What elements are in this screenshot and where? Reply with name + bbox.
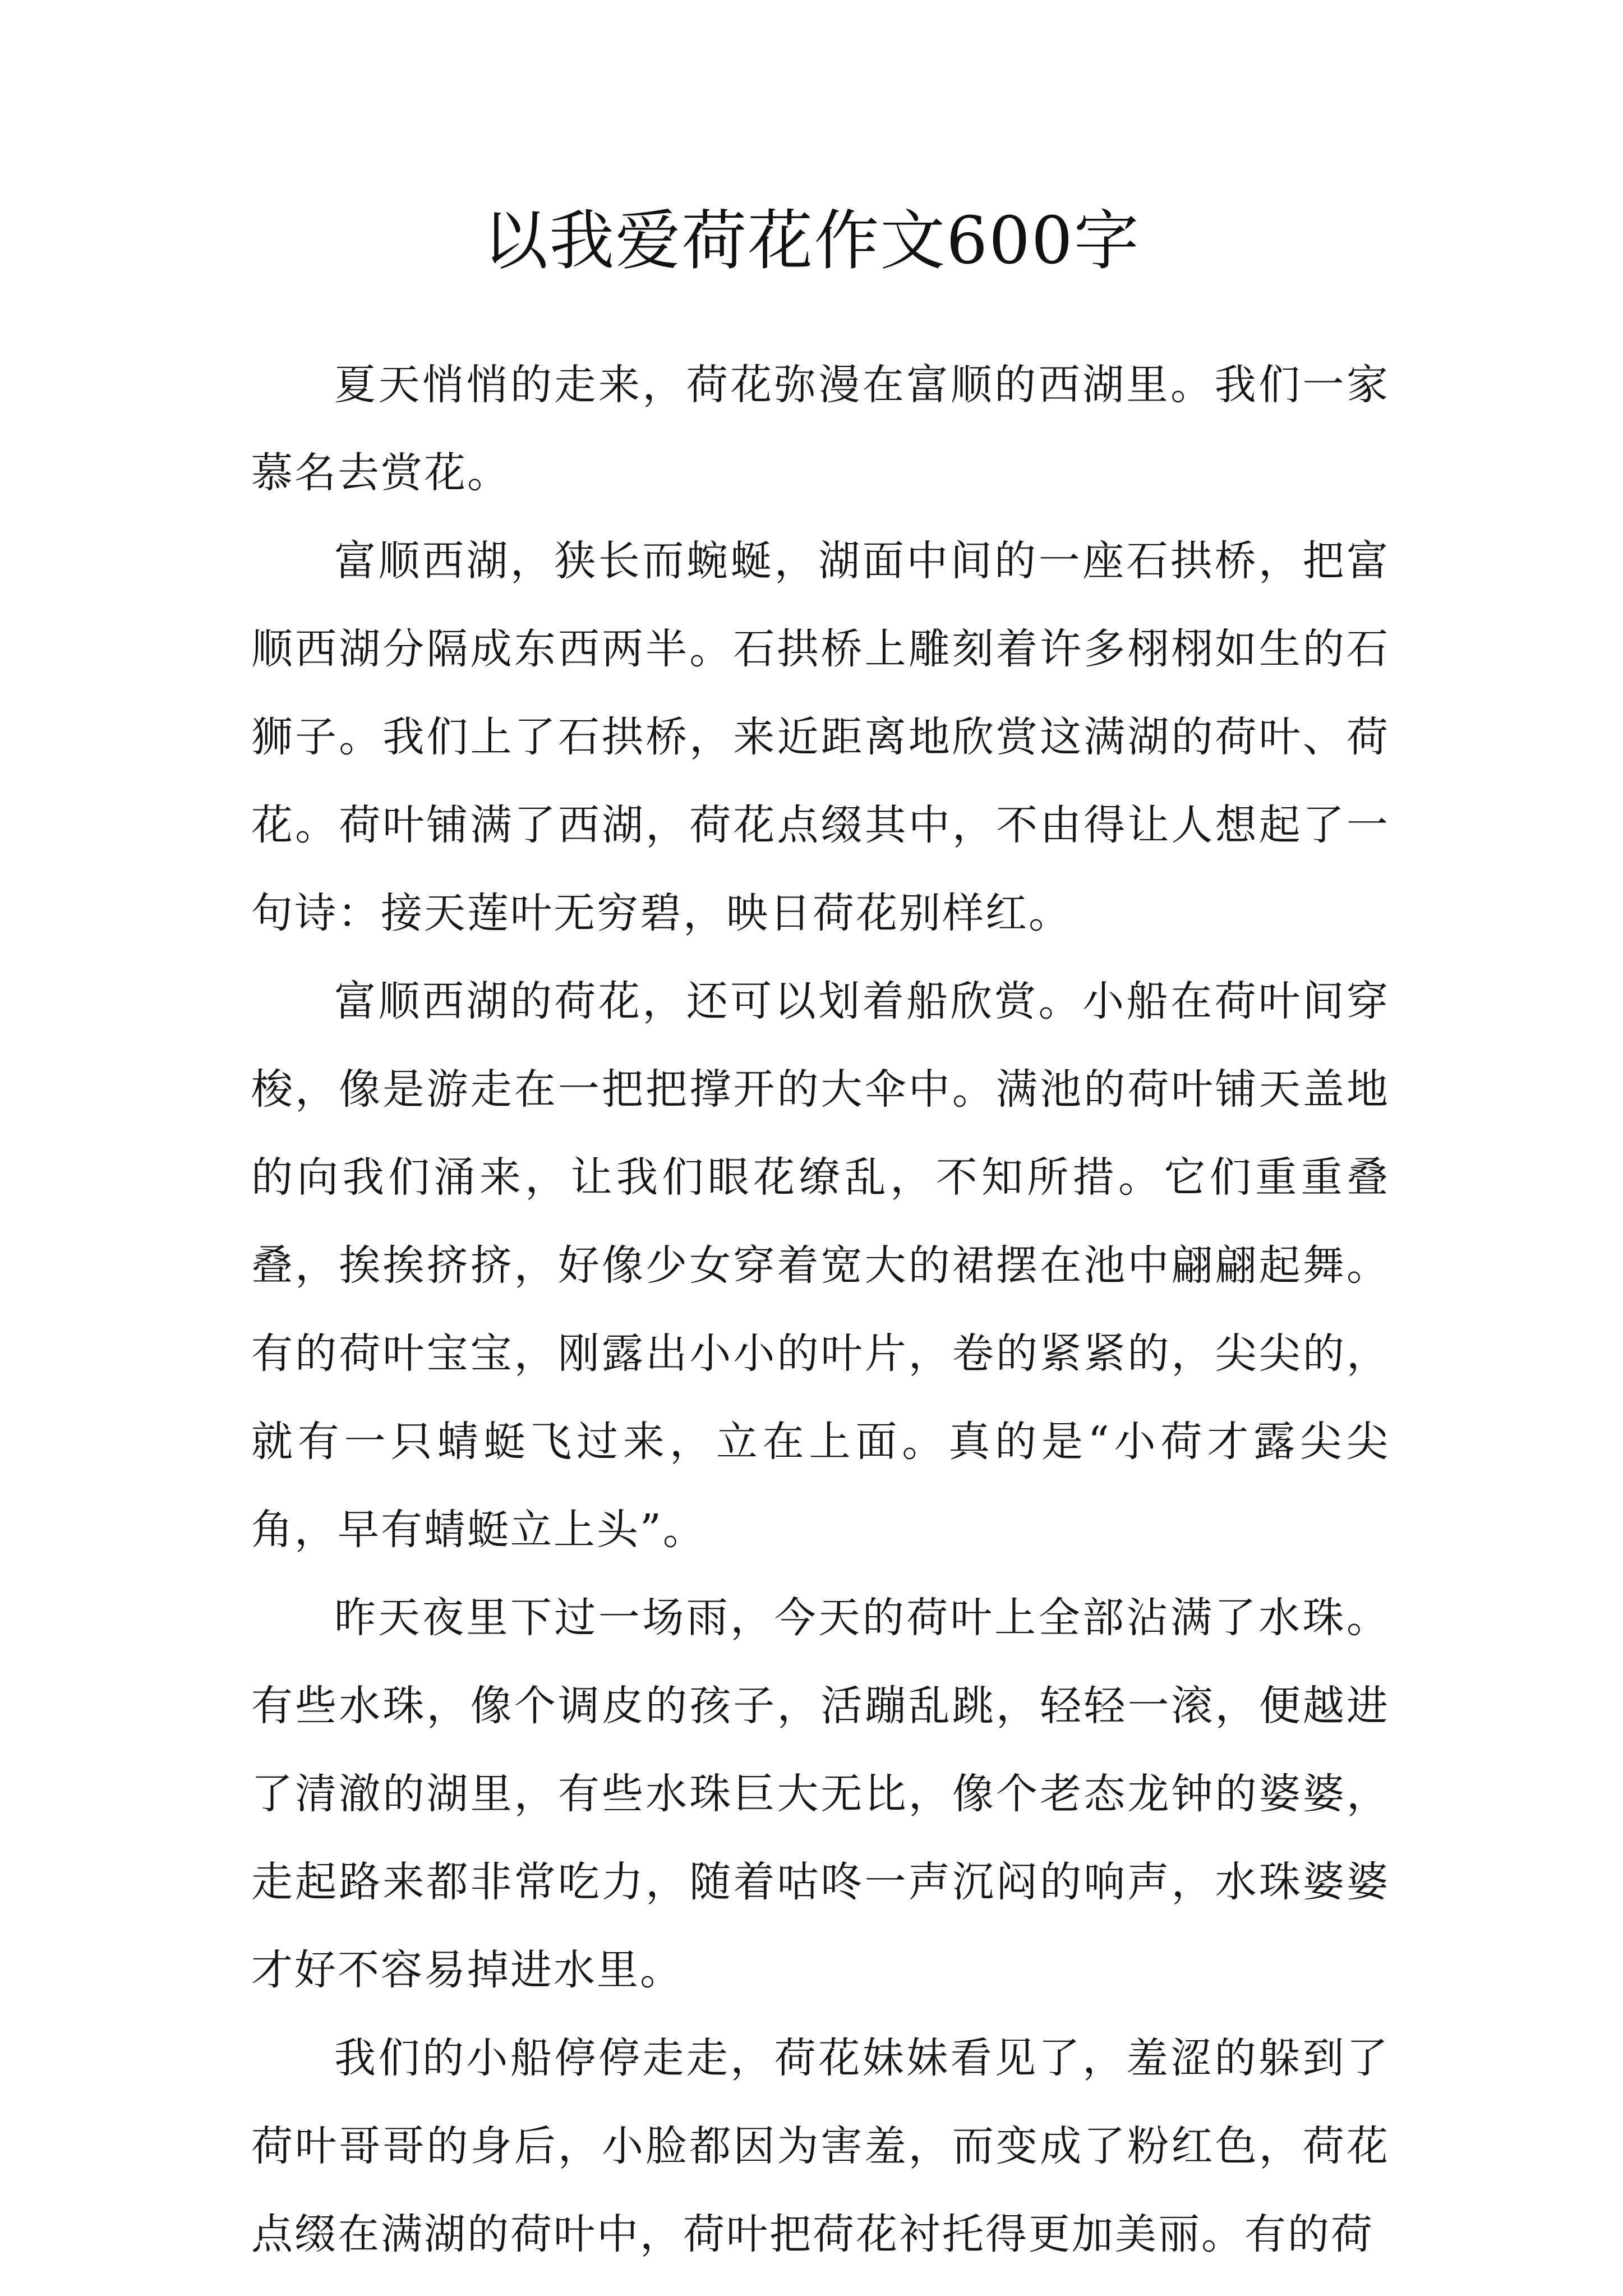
paragraph: 富顺西湖的荷花，还可以划着船欣赏。小船在荷叶间穿梭，像是游走在一把把撑开的大伞中。满池的荷叶铺天盖地的向我们涌来，让我们眼花缭乱，不知所措。它们重重叠叠，挨挨挤挤，好像少女穿着宽大的裙摆在池中翩翩起舞。有的荷叶宝宝，刚露出小小的叶片，卷的紧紧的，尖尖的，就有一只蜻蜓飞过来，立在上面。真的是“小荷才露尖尖角，早有蜻蜓立上头”。 <box>251 977 1390 1554</box>
paragraph: 富顺西湖，狭长而蜿蜒，湖面中间的一座石拱桥，把富顺西湖分隔成东西两半。石拱桥上雕刻着许多栩栩如生的石狮子。我们上了石拱桥，来近距离地欣赏这满湖的荷叶、荷花。荷叶铺满了西湖，荷花点缀其中，不由得让人想起了一句诗：接天莲叶无穷碧，映日荷花别样红。 <box>251 537 1390 937</box>
document-title: 以我爱荷花作文600字 <box>483 203 1140 279</box>
paragraph: 我们的小船停停走走，荷花妹妹看见了，羞涩的躲到了荷叶哥哥的身后，小脸都因为害羞，而变成了粉红色，荷花点缀在满湖的荷叶中，荷叶把荷花衬托得更加美丽。有的荷 <box>251 2034 1390 2258</box>
paragraph: 夏天悄悄的走来，荷花弥漫在富顺的西湖里。我们一家慕名去赏花。 <box>251 361 1390 497</box>
document-body <box>251 341 1390 2279</box>
paragraph: 昨天夜里下过一场雨，今天的荷叶上全部沾满了水珠。有些水珠，像个调皮的孩子，活蹦乱跳，轻轻一滚，便越进了清澈的湖里，有些水珠巨大无比，像个老态龙钟的婆婆，走起路来都非常吃力，随着咕咚一声沉闷的响声，水珠婆婆才好不容易掉进水里。 <box>251 1594 1390 1994</box>
